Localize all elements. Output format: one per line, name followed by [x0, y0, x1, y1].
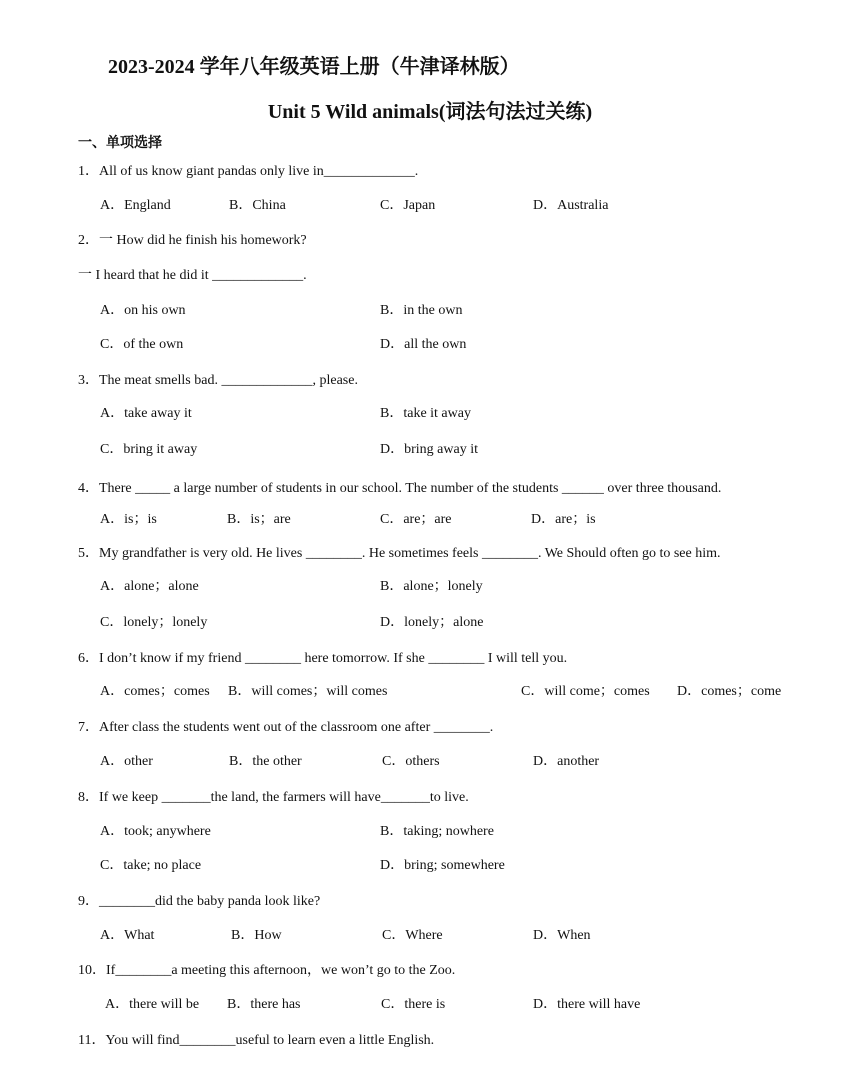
question-8-option-d: D．bring; somewhere	[380, 858, 505, 873]
question-2-option-b: B．in the own	[380, 303, 463, 318]
question-10-option-d: D．there will have	[533, 997, 641, 1012]
question-4-option-c: C．are；are	[380, 512, 452, 527]
question-8-option-a: A．took; anywhere	[100, 824, 211, 839]
question-1-stem: 1．All of us know giant pandas only live in_____________.	[78, 164, 419, 179]
question-4-option-d: D．are；is	[531, 512, 596, 527]
question-1-option-a: A．England	[100, 198, 171, 213]
question-5-option-d: D．lonely；alone	[380, 615, 484, 630]
document-subtitle: Unit 5 Wild animals(词法句法过关练)	[267, 101, 593, 123]
question-7-option-d: D．another	[533, 754, 600, 769]
question-8-option-c: C．take; no place	[100, 858, 202, 873]
question-8-option-b: B．taking; nowhere	[380, 824, 494, 839]
question-5-option-c: C．lonely；lonely	[100, 615, 208, 630]
question-1-option-b: B．China	[229, 198, 286, 213]
question-7-option-a: A．other	[100, 754, 153, 769]
question-2-option-c: C．of the own	[100, 337, 184, 352]
question-2-stem-line2: 一 I heard that he did it _____________.	[78, 268, 307, 283]
question-5-option-b: B．alone；lonely	[380, 579, 483, 594]
question-2-option-d: D．all the own	[380, 337, 467, 352]
question-4-option-b: B．is；are	[227, 512, 291, 527]
question-3-option-a: A．take away it	[100, 406, 192, 421]
question-9-option-b: B．How	[231, 928, 282, 943]
question-2-option-a: A．on his own	[100, 303, 186, 318]
question-6-option-a: A．comes；comes	[100, 684, 210, 699]
question-9-option-c: C．Where	[382, 928, 443, 943]
question-9-option-a: A．What	[100, 928, 155, 943]
question-3-option-b: B．take it away	[380, 406, 471, 421]
question-10-option-b: B．there has	[227, 997, 301, 1012]
question-4-option-a: A．is；is	[100, 512, 157, 527]
question-7-option-c: C．others	[382, 754, 440, 769]
question-3-option-d: D．bring away it	[380, 442, 478, 457]
question-6-option-d: D．comes；come	[677, 684, 782, 699]
question-6-option-c: C．will come；comes	[521, 684, 650, 699]
question-6-option-b: B．will comes；will comes	[228, 684, 388, 699]
question-9-stem: 9．________did the baby panda look like?	[78, 894, 321, 909]
question-11-stem: 11．You will find________useful to learn even a little English.	[78, 1033, 435, 1048]
question-7-option-b: B．the other	[229, 754, 302, 769]
section-heading: 一、单项选择	[78, 136, 162, 151]
question-2-stem: 2．一 How did he finish his homework?	[78, 233, 307, 248]
question-10-option-c: C．there is	[381, 997, 446, 1012]
question-5-option-a: A．alone；alone	[100, 579, 199, 594]
question-10-stem: 10．If________a meeting this afternoon，we won’t go to the Zoo.	[78, 963, 456, 978]
document-title: 2023-2024 学年八年级英语上册（牛津译林版）	[108, 56, 520, 78]
question-1-option-c: C．Japan	[380, 198, 436, 213]
question-6-stem: 6．I don’t know if my friend ________ here tomorrow. If she ________ I will tell you.	[78, 651, 568, 666]
question-7-stem: 7．After class the students went out of the classroom one after ________.	[78, 720, 494, 735]
question-9-option-d: D．When	[533, 928, 591, 943]
question-1-option-d: D．Australia	[533, 198, 609, 213]
question-4-stem: 4．There _____ a large number of students in our school. The number of the students ______ over three thousand.	[78, 481, 722, 496]
question-5-stem: 5．My grandfather is very old. He lives ________. He sometimes feels ________. We Should often go to see him.	[78, 546, 721, 561]
question-3-stem: 3．The meat smells bad. _____________, please.	[78, 373, 358, 388]
question-8-stem: 8．If we keep _______the land, the farmers will have_______to live.	[78, 790, 469, 805]
question-10-option-a: A．there will be	[105, 997, 200, 1012]
question-3-option-c: C．bring it away	[100, 442, 198, 457]
